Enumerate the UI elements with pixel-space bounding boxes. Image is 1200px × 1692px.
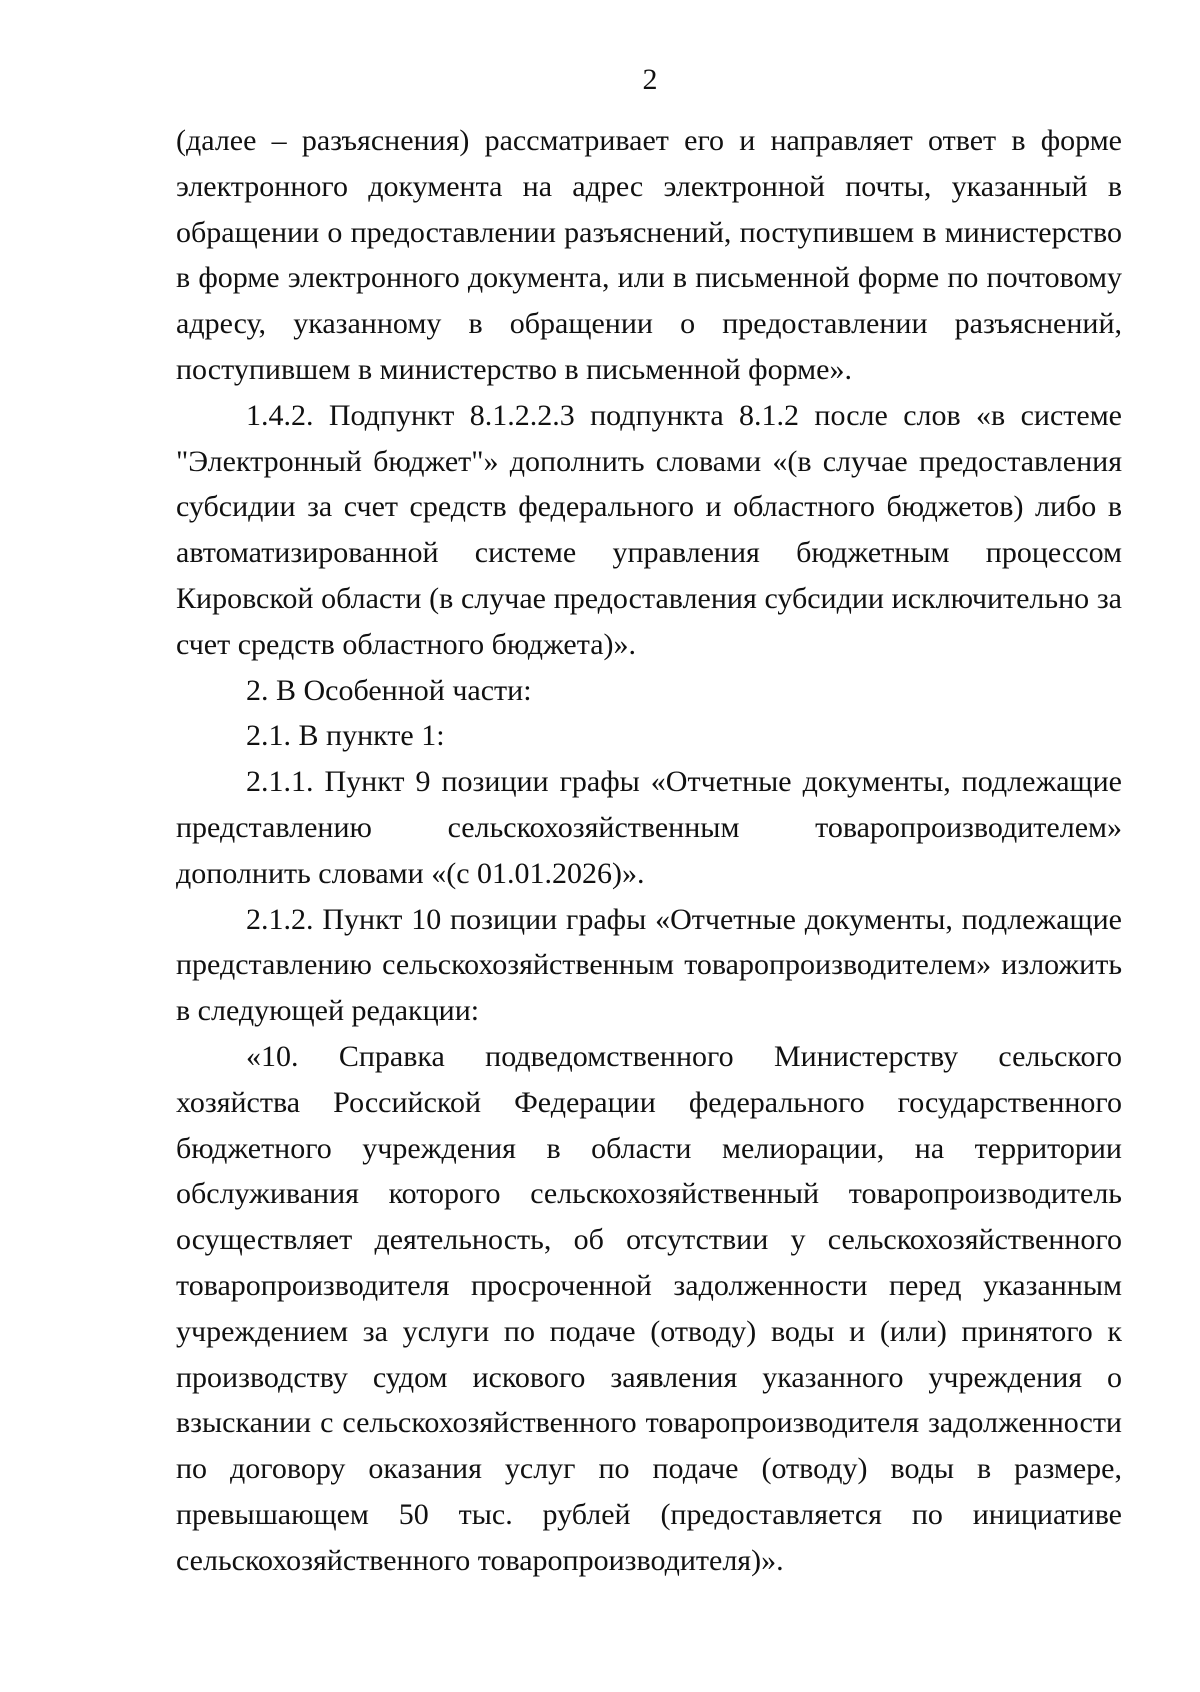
paragraph-continuation: (далее – разъяснения) рассматривает его и направляет ответ в форме электронного документа на адрес электронной почты, указанный в обращении о предоставлении разъяснений, поступившем в министерство в форме электронного документа, или в письменной форме по почтовому адресу, указанному в обращении о предоставлении разъяснений, поступившем в министерство в письменной форме».	[176, 124, 1122, 386]
paragraph-2-1-2: 2.1.2. Пункт 10 позиции графы «Отчетные документы, подлежащие представлению сельскохозяйственным товаропроизводителем» изложить в следующей редакции:	[176, 902, 1122, 1028]
document-body	[176, 118, 1122, 1584]
paragraph-quoted-item-10: «10. Справка подведомственного Министерству сельского хозяйства Российской Федерации федерального государственного бюджетного учреждения в области мелиорации, на территории обслуживания которого сельскохозяйственный товаропроизводитель осуществляет деятельность, об отсутствии у сельскохозяйственного товаропроизводителя просроченной задолженности перед указанным учреждением за услуги по подаче (отводу) воды и (или) принятого к производству судом искового заявления указанного учреждения о взыскании с сельскохозяйственного товаропроизводителя задолженности по договору оказания услуг по подаче (отводу) воды в размере, превышающем 50 тыс. рублей (предоставляется по инициативе сельскохозяйственного товаропроизводителя)».	[176, 1039, 1122, 1577]
paragraph-2-1-1: 2.1.1. Пункт 9 позиции графы «Отчетные документы, подлежащие представлению сельскохозяйственным товаропроизводителем» дополнить словами «(с 01.01.2026)».	[176, 765, 1122, 890]
paragraph-2-1: 2.1. В пункте 1:	[246, 719, 445, 753]
paragraph-2: 2. В Особенной части:	[246, 673, 532, 707]
paragraph-1-4-2: 1.4.2. Подпункт 8.1.2.2.3 подпункта 8.1.2 после слов «в системе "Электронный бюджет"» дополнить словами «(в случае предоставления субсидии за счет средств федерального и областного бюджетов) либо в автоматизированной системе управления бюджетным процессом Кировской области (в случае предоставления субсидии исключительно за счет средств областного бюджета)».	[176, 398, 1122, 661]
page-number: 2	[642, 63, 658, 96]
